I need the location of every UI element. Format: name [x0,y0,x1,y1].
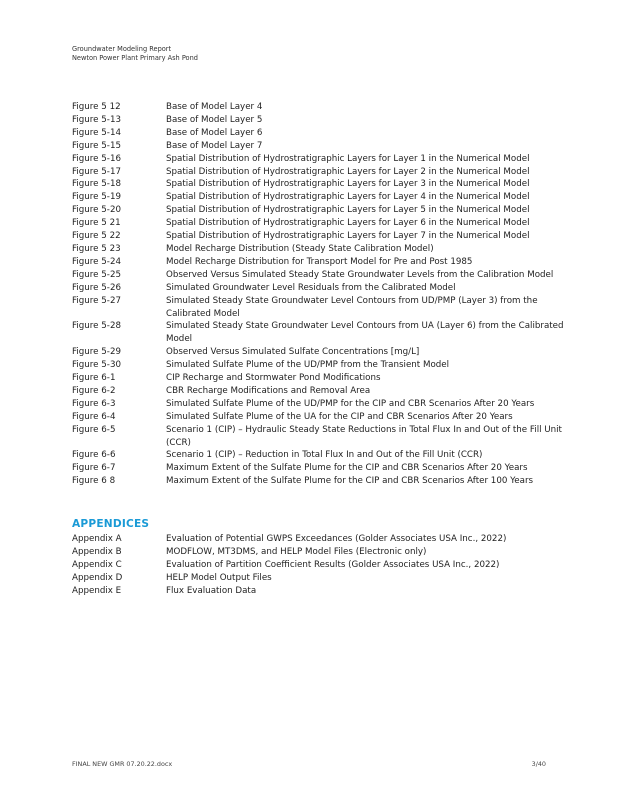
figure-entry-number: Figure 5 23 [72,243,121,254]
document-header [72,45,198,62]
figure-entry [72,127,572,140]
list-of-appendices [72,533,572,598]
figure-entry-number: Figure 5-20 [72,205,122,216]
figure-entry-title: Maximum Extent of the Sulfate Plume for the CIP and CBR Scenarios After 100 Years [166,476,534,487]
header-site-name: Newton Power Plant Primary Ash Pond [72,53,198,62]
figure-entry-title: Observed Versus Simulated Sulfate Concentrations [mg/L] [166,347,420,358]
figure-entry-number: Figure 6-3 [72,398,116,409]
figure-entry-number: Figure 5-18 [72,179,122,190]
figure-entry [72,449,572,462]
figure-entry [72,269,572,282]
figure-entry-number: Figure 6 8 [72,476,116,487]
figure-entry-title: Maximum Extent of the Sulfate Plume for the CIP and CBR Scenarios After 20 Years [166,463,528,474]
appendix-entry [72,559,572,572]
figure-entry-title: Base of Model Layer 6 [166,127,263,138]
figure-entry-title: Spatial Distribution of Hydrostratigraphic Layers for Layer 7 in the Numerical Model [166,231,530,242]
figure-entry-title: Simulated Sulfate Plume of the UA for the CIP and CBR Scenarios After 20 Years [166,411,513,422]
figure-entry-title: Simulated Sulfate Plume of the UD/PMP for the CIP and CBR Scenarios After 20 Years [166,398,535,409]
figure-entry [72,230,572,243]
figure-entry [72,346,572,359]
figure-entry-title: Model Recharge Distribution (Steady State Calibration Model) [166,243,434,254]
figure-entry-title: Observed Versus Simulated Steady State Groundwater Levels from the Calibration Model [166,269,554,280]
figure-entry [72,217,572,230]
figure-entry-title: Spatial Distribution of Hydrostratigraphic Layers for Layer 2 in the Numerical Model [166,166,530,177]
figure-entry-title: Spatial Distribution of Hydrostratigraphic Layers for Layer 5 in the Numerical Model [166,205,530,216]
figure-entry-number: Figure 5-13 [72,114,122,125]
figure-entry-number: Figure 6-6 [72,450,116,461]
figure-entry-title: Spatial Distribution of Hydrostratigraphic Layers for Layer 3 in the Numerical Model [166,179,530,190]
appendix-entry [72,572,572,585]
figure-entry [72,166,572,179]
figure-entry-title: Spatial Distribution of Hydrostratigraphic Layers for Layer 4 in the Numerical Model [166,192,530,203]
appendix-entry-title: HELP Model Output Files [166,572,272,583]
figure-entry [72,372,572,385]
figure-entry-number: Figure 5-27 [72,295,122,306]
figure-entry [72,243,572,256]
figure-entry-title: CBR Recharge Modifications and Removal Area [166,385,371,396]
figure-entry-title: Simulated Groundwater Level Residuals from the Calibrated Model [166,282,456,293]
figure-entry-number: Figure 5 21 [72,218,121,229]
figure-entry-number: Figure 5-25 [72,269,122,280]
appendix-entry-title: Evaluation of Potential GWPS Exceedances (Golder Associates USA Inc., 2022) [166,534,507,544]
figure-entry [72,282,572,295]
figure-entry [72,114,572,127]
figure-entry-number: Figure 5-28 [72,321,122,332]
figure-entry-title: Simulated Steady State Groundwater Level Contours from UD/PMP (Layer 3) from the Calibrated Model [166,295,538,319]
figure-entry [72,101,572,114]
appendix-entry-number: Appendix A [72,534,122,544]
figure-entry-number: Figure 5-29 [72,347,122,358]
figure-entry [72,424,572,450]
appendix-entry [72,546,572,559]
appendix-entry-number: Appendix B [72,546,122,557]
figure-entry-title: Base of Model Layer 5 [166,114,263,125]
figure-entry [72,204,572,217]
list-of-figures [72,101,572,488]
figure-entry-number: Figure 5-14 [72,127,122,138]
footer-filename: FINAL NEW GMR 07.20.22.docx [72,760,173,768]
appendix-entry-title: MODFLOW, MT3DMS, and HELP Model Files (Electronic only) [166,546,427,557]
footer-page-number: 3/40 [531,760,546,768]
figure-entry-title: Spatial Distribution of Hydrostratigraphic Layers for Layer 6 in the Numerical Model [166,218,530,229]
figure-entry-number: Figure 5-26 [72,282,122,293]
figure-entry [72,475,572,488]
figure-entry [72,256,572,269]
figure-entry-number: Figure 5-15 [72,140,122,151]
figure-entry [72,140,572,153]
figure-entry-number: Figure 5-16 [72,153,122,164]
figure-entry-title: Scenario 1 (CIP) – Hydraulic Steady State Reductions in Total Flux In and Out of the Fill Unit (CCR) [166,424,562,448]
figure-entry-number: Figure 6-4 [72,411,116,422]
figure-entry [72,191,572,204]
figure-entry-title: Scenario 1 (CIP) – Reduction in Total Flux In and Out of the Fill Unit (CCR) [166,450,483,461]
figure-entry [72,411,572,424]
figure-entry-number: Figure 6-2 [72,385,116,396]
figure-entry [72,462,572,475]
figure-entry-title: Simulated Sulfate Plume of the UD/PMP from the Transient Model [166,360,450,371]
figure-entry-number: Figure 6-5 [72,424,116,435]
figure-entry [72,178,572,191]
appendix-entry-number: Appendix C [72,559,122,570]
appendix-entry-number: Appendix E [72,585,122,596]
appendix-entry-title: Flux Evaluation Data [166,585,257,596]
figure-entry [72,359,572,372]
figure-entry-title: Spatial Distribution of Hydrostratigraphic Layers for Layer 1 in the Numerical Model [166,153,530,164]
figure-entry [72,320,572,346]
figure-entry-title: Base of Model Layer 4 [166,102,263,112]
figure-entry [72,153,572,166]
figure-entry-number: Figure 5 12 [72,102,121,112]
appendix-entry [72,533,572,546]
figure-entry-number: Figure 5 22 [72,231,121,242]
appendix-entry-number: Appendix D [72,572,123,583]
figure-entry-number: Figure 5-30 [72,360,122,371]
figure-entry-number: Figure 5-17 [72,166,122,177]
figure-entry-number: Figure 6-7 [72,463,116,474]
figure-entry-number: Figure 6-1 [72,373,116,384]
appendices-heading: APPENDICES [72,518,150,530]
figure-entry-title: Model Recharge Distribution for Transport Model for Pre and Post 1985 [166,256,473,267]
figure-entry-title: CIP Recharge and Stormwater Pond Modifications [166,373,381,384]
figure-entry [72,385,572,398]
appendix-entry-title: Evaluation of Partition Coefficient Results (Golder Associates USA Inc., 2022) [166,559,500,570]
figure-entry-number: Figure 5-24 [72,256,122,267]
header-report-title: Groundwater Modeling Report [72,45,172,53]
figure-entry-number: Figure 5-19 [72,192,122,203]
appendix-entry [72,585,572,598]
figure-entry-title: Simulated Steady State Groundwater Level Contours from UA (Layer 6) from the Calibrated Model [166,321,564,345]
figure-entry-title: Base of Model Layer 7 [166,140,263,151]
figure-entry [72,295,572,321]
figure-entry [72,398,572,411]
